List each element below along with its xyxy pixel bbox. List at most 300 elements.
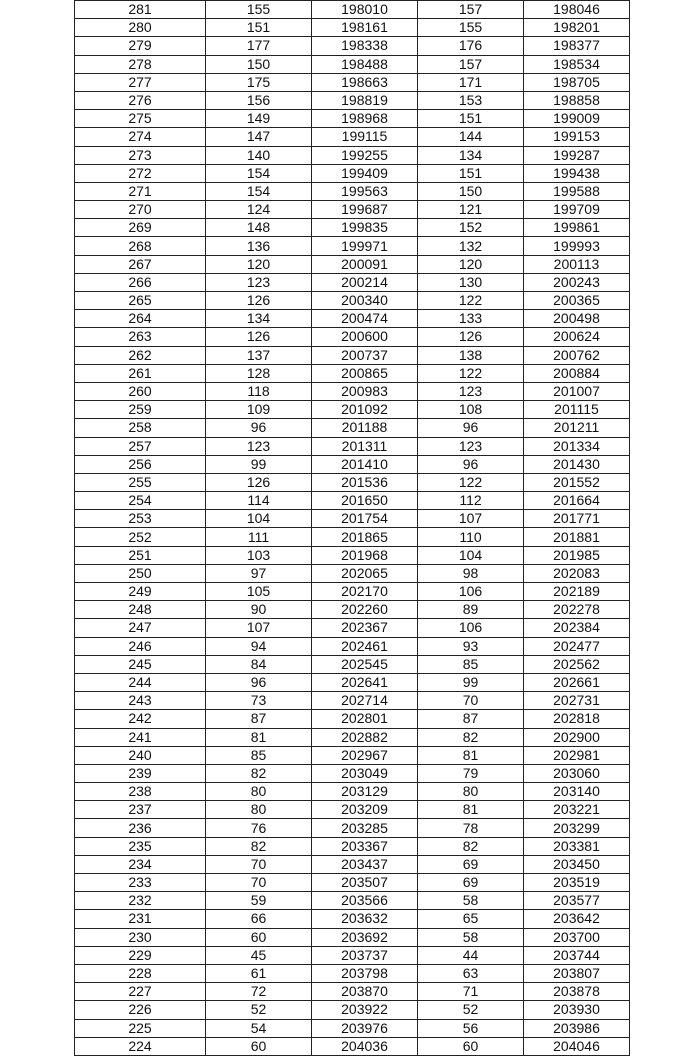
cumulative-a-cell: 200600 [312,328,418,346]
cumulative-b-cell: 203930 [524,1001,630,1019]
count-b-cell: 69 [418,874,524,892]
count-a-cell: 85 [206,746,312,764]
count-a-cell: 134 [206,310,312,328]
score-cell: 272 [75,164,206,182]
cumulative-b-cell: 201211 [524,419,630,437]
count-a-cell: 118 [206,382,312,400]
cumulative-a-cell: 201410 [312,455,418,473]
count-a-cell: 128 [206,364,312,382]
cumulative-b-cell: 198705 [524,73,630,91]
score-cell: 255 [75,473,206,491]
score-cell: 262 [75,346,206,364]
count-b-cell: 132 [418,237,524,255]
count-a-cell: 73 [206,692,312,710]
count-a-cell: 136 [206,237,312,255]
cumulative-a-cell: 201092 [312,401,418,419]
cumulative-a-cell: 199971 [312,237,418,255]
count-b-cell: 58 [418,928,524,946]
cumulative-a-cell: 200474 [312,310,418,328]
cumulative-b-cell: 203221 [524,801,630,819]
score-cell: 273 [75,146,206,164]
count-a-cell: 104 [206,510,312,528]
count-a-cell: 154 [206,164,312,182]
table-row [75,928,630,946]
table-row [75,310,630,328]
cumulative-a-cell: 203209 [312,801,418,819]
count-b-cell: 80 [418,783,524,801]
count-a-cell: 61 [206,964,312,982]
cumulative-a-cell: 202882 [312,728,418,746]
table-row [75,37,630,55]
count-b-cell: 130 [418,273,524,291]
score-cell: 239 [75,764,206,782]
cumulative-a-cell: 198338 [312,37,418,55]
cumulative-b-cell: 199438 [524,164,630,182]
cumulative-a-cell: 199255 [312,146,418,164]
cumulative-b-cell: 203986 [524,1019,630,1037]
cumulative-a-cell: 202967 [312,746,418,764]
score-cell: 257 [75,437,206,455]
score-cell: 228 [75,964,206,982]
cumulative-b-cell: 203519 [524,874,630,892]
cumulative-a-cell: 203437 [312,855,418,873]
cumulative-b-cell: 201007 [524,382,630,400]
score-cell: 229 [75,946,206,964]
cumulative-b-cell: 202981 [524,746,630,764]
table-row [75,164,630,182]
count-a-cell: 81 [206,728,312,746]
table-row [75,419,630,437]
count-a-cell: 124 [206,201,312,219]
cumulative-b-cell: 200365 [524,292,630,310]
cumulative-a-cell: 198819 [312,91,418,109]
score-cell: 232 [75,892,206,910]
count-b-cell: 52 [418,1001,524,1019]
count-b-cell: 144 [418,128,524,146]
count-a-cell: 90 [206,601,312,619]
cumulative-b-cell: 200762 [524,346,630,364]
cumulative-a-cell: 204036 [312,1037,418,1055]
count-b-cell: 81 [418,801,524,819]
count-a-cell: 109 [206,401,312,419]
count-a-cell: 76 [206,819,312,837]
cumulative-b-cell: 201985 [524,546,630,564]
cumulative-a-cell: 202367 [312,619,418,637]
cumulative-a-cell: 202260 [312,601,418,619]
count-a-cell: 177 [206,37,312,55]
cumulative-a-cell: 203566 [312,892,418,910]
cumulative-a-cell: 200340 [312,292,418,310]
cumulative-a-cell: 203737 [312,946,418,964]
count-a-cell: 137 [206,346,312,364]
score-cell: 234 [75,855,206,873]
count-a-cell: 84 [206,655,312,673]
count-a-cell: 150 [206,55,312,73]
score-cell: 264 [75,310,206,328]
cumulative-b-cell: 202278 [524,601,630,619]
score-cell: 260 [75,382,206,400]
count-b-cell: 58 [418,892,524,910]
table-row [75,746,630,764]
table-row [75,601,630,619]
count-a-cell: 96 [206,419,312,437]
cumulative-a-cell: 203049 [312,764,418,782]
cumulative-b-cell: 204046 [524,1037,630,1055]
score-cell: 270 [75,201,206,219]
cumulative-a-cell: 200091 [312,255,418,273]
cumulative-a-cell: 203976 [312,1019,418,1037]
cumulative-a-cell: 201311 [312,437,418,455]
score-cell: 240 [75,746,206,764]
table-row [75,219,630,237]
count-a-cell: 70 [206,874,312,892]
count-b-cell: 121 [418,201,524,219]
table-row [75,382,630,400]
count-a-cell: 123 [206,437,312,455]
cumulative-b-cell: 201115 [524,401,630,419]
count-a-cell: 94 [206,637,312,655]
count-b-cell: 71 [418,983,524,1001]
table-row [75,237,630,255]
cumulative-a-cell: 202545 [312,655,418,673]
count-b-cell: 152 [418,219,524,237]
count-b-cell: 82 [418,728,524,746]
count-b-cell: 96 [418,419,524,437]
score-cell: 268 [75,237,206,255]
cumulative-a-cell: 200214 [312,273,418,291]
cumulative-a-cell: 203285 [312,819,418,837]
score-cell: 254 [75,492,206,510]
count-b-cell: 60 [418,1037,524,1055]
cumulative-b-cell: 199861 [524,219,630,237]
count-a-cell: 66 [206,910,312,928]
score-cell: 279 [75,37,206,55]
cumulative-b-cell: 202900 [524,728,630,746]
count-a-cell: 70 [206,855,312,873]
table-row [75,55,630,73]
cumulative-b-cell: 200624 [524,328,630,346]
table-row [75,819,630,837]
cumulative-a-cell: 203129 [312,783,418,801]
count-b-cell: 82 [418,837,524,855]
score-cell: 241 [75,728,206,746]
table-row [75,1037,630,1055]
cumulative-a-cell: 198010 [312,1,418,19]
table-row [75,546,630,564]
count-a-cell: 148 [206,219,312,237]
count-a-cell: 96 [206,673,312,691]
table-row [75,764,630,782]
cumulative-b-cell: 201881 [524,528,630,546]
cumulative-b-cell: 201664 [524,492,630,510]
score-cell: 226 [75,1001,206,1019]
score-cell: 253 [75,510,206,528]
table-row [75,892,630,910]
score-cell: 256 [75,455,206,473]
table-row [75,983,630,1001]
cumulative-a-cell: 203870 [312,983,418,1001]
cumulative-a-cell: 200737 [312,346,418,364]
cumulative-a-cell: 202170 [312,583,418,601]
table-row [75,146,630,164]
score-cell: 259 [75,401,206,419]
count-a-cell: 99 [206,455,312,473]
count-b-cell: 104 [418,546,524,564]
cumulative-a-cell: 201188 [312,419,418,437]
count-b-cell: 110 [418,528,524,546]
count-b-cell: 78 [418,819,524,837]
cumulative-a-cell: 201650 [312,492,418,510]
count-a-cell: 126 [206,292,312,310]
table-row [75,783,630,801]
count-b-cell: 98 [418,564,524,582]
cumulative-a-cell: 199835 [312,219,418,237]
cumulative-a-cell: 200983 [312,382,418,400]
cumulative-b-cell: 203878 [524,983,630,1001]
cumulative-b-cell: 200243 [524,273,630,291]
cumulative-b-cell: 199588 [524,182,630,200]
count-b-cell: 123 [418,437,524,455]
cumulative-b-cell: 202731 [524,692,630,710]
count-b-cell: 151 [418,164,524,182]
table-row [75,19,630,37]
table-row [75,364,630,382]
cumulative-b-cell: 203642 [524,910,630,928]
score-cell: 250 [75,564,206,582]
score-cell: 266 [75,273,206,291]
table-row [75,73,630,91]
count-a-cell: 175 [206,73,312,91]
table-row [75,510,630,528]
table-row [75,801,630,819]
table-body [75,1,630,1056]
table-row [75,455,630,473]
table-row [75,473,630,491]
score-cell: 271 [75,182,206,200]
count-a-cell: 126 [206,328,312,346]
cumulative-a-cell: 199115 [312,128,418,146]
score-cell: 236 [75,819,206,837]
count-a-cell: 60 [206,928,312,946]
cumulative-b-cell: 202562 [524,655,630,673]
count-b-cell: 106 [418,619,524,637]
cumulative-b-cell: 203807 [524,964,630,982]
cumulative-b-cell: 198046 [524,1,630,19]
cumulative-b-cell: 203450 [524,855,630,873]
cumulative-b-cell: 199287 [524,146,630,164]
score-cell: 243 [75,692,206,710]
table-row [75,583,630,601]
count-a-cell: 154 [206,182,312,200]
table-row [75,528,630,546]
cumulative-a-cell: 201865 [312,528,418,546]
table-row [75,564,630,582]
score-cell: 274 [75,128,206,146]
table-row [75,910,630,928]
count-b-cell: 122 [418,292,524,310]
score-cell: 267 [75,255,206,273]
score-cell: 231 [75,910,206,928]
score-cell: 247 [75,619,206,637]
cumulative-b-cell: 198534 [524,55,630,73]
score-cell: 249 [75,583,206,601]
cumulative-a-cell: 201536 [312,473,418,491]
score-cell: 276 [75,91,206,109]
table-row [75,1,630,19]
count-b-cell: 126 [418,328,524,346]
count-b-cell: 107 [418,510,524,528]
table-row [75,837,630,855]
cumulative-b-cell: 202189 [524,583,630,601]
table-row [75,91,630,109]
count-b-cell: 79 [418,764,524,782]
count-b-cell: 69 [418,855,524,873]
cumulative-a-cell: 203922 [312,1001,418,1019]
count-b-cell: 134 [418,146,524,164]
count-a-cell: 80 [206,801,312,819]
cumulative-b-cell: 203381 [524,837,630,855]
cumulative-b-cell: 198377 [524,37,630,55]
table-row [75,110,630,128]
score-cell: 248 [75,601,206,619]
count-a-cell: 151 [206,19,312,37]
score-cell: 275 [75,110,206,128]
cumulative-a-cell: 198161 [312,19,418,37]
cumulative-b-cell: 203577 [524,892,630,910]
cumulative-b-cell: 198858 [524,91,630,109]
cumulative-b-cell: 202818 [524,710,630,728]
count-a-cell: 54 [206,1019,312,1037]
count-b-cell: 122 [418,473,524,491]
score-cell: 224 [75,1037,206,1055]
count-a-cell: 59 [206,892,312,910]
count-b-cell: 112 [418,492,524,510]
count-b-cell: 96 [418,455,524,473]
table-row [75,201,630,219]
cumulative-b-cell: 199709 [524,201,630,219]
count-b-cell: 85 [418,655,524,673]
cumulative-a-cell: 202641 [312,673,418,691]
cumulative-a-cell: 203507 [312,874,418,892]
table-row [75,673,630,691]
table-row [75,128,630,146]
count-b-cell: 63 [418,964,524,982]
cumulative-a-cell: 203692 [312,928,418,946]
cumulative-a-cell: 202714 [312,692,418,710]
count-b-cell: 176 [418,37,524,55]
table-row [75,964,630,982]
score-cell: 242 [75,710,206,728]
cumulative-a-cell: 199563 [312,182,418,200]
count-b-cell: 44 [418,946,524,964]
count-a-cell: 126 [206,473,312,491]
cumulative-a-cell: 203367 [312,837,418,855]
count-a-cell: 80 [206,783,312,801]
score-cell: 237 [75,801,206,819]
table-row [75,946,630,964]
count-a-cell: 82 [206,764,312,782]
count-b-cell: 157 [418,1,524,19]
table-row [75,692,630,710]
score-cell: 263 [75,328,206,346]
count-b-cell: 138 [418,346,524,364]
cumulative-b-cell: 199993 [524,237,630,255]
count-a-cell: 147 [206,128,312,146]
score-cell: 258 [75,419,206,437]
count-a-cell: 97 [206,564,312,582]
cumulative-b-cell: 200498 [524,310,630,328]
count-b-cell: 153 [418,91,524,109]
count-b-cell: 65 [418,910,524,928]
score-cell: 251 [75,546,206,564]
score-cell: 277 [75,73,206,91]
cumulative-a-cell: 202801 [312,710,418,728]
count-b-cell: 108 [418,401,524,419]
cumulative-b-cell: 199009 [524,110,630,128]
table-row [75,874,630,892]
table-row [75,401,630,419]
score-cell: 246 [75,637,206,655]
score-cell: 269 [75,219,206,237]
score-cell: 265 [75,292,206,310]
cumulative-b-cell: 201334 [524,437,630,455]
score-cell: 238 [75,783,206,801]
cumulative-a-cell: 198663 [312,73,418,91]
count-b-cell: 150 [418,182,524,200]
count-b-cell: 123 [418,382,524,400]
count-b-cell: 133 [418,310,524,328]
cumulative-a-cell: 202065 [312,564,418,582]
cumulative-b-cell: 201552 [524,473,630,491]
cumulative-b-cell: 203744 [524,946,630,964]
count-b-cell: 89 [418,601,524,619]
cumulative-a-cell: 201968 [312,546,418,564]
score-cell: 261 [75,364,206,382]
cumulative-a-cell: 203632 [312,910,418,928]
table-row [75,255,630,273]
count-b-cell: 56 [418,1019,524,1037]
cumulative-b-cell: 202083 [524,564,630,582]
cumulative-b-cell: 203700 [524,928,630,946]
table-row [75,728,630,746]
score-cell: 280 [75,19,206,37]
score-table-container [74,0,630,1056]
count-a-cell: 87 [206,710,312,728]
table-row [75,492,630,510]
count-b-cell: 171 [418,73,524,91]
cumulative-a-cell: 203798 [312,964,418,982]
table-row [75,619,630,637]
cumulative-b-cell: 202661 [524,673,630,691]
table-row [75,346,630,364]
score-cell: 278 [75,55,206,73]
count-a-cell: 103 [206,546,312,564]
cumulative-b-cell: 202384 [524,619,630,637]
count-a-cell: 72 [206,983,312,1001]
score-cell: 235 [75,837,206,855]
cumulative-a-cell: 200865 [312,364,418,382]
table-row [75,1019,630,1037]
cumulative-b-cell: 199153 [524,128,630,146]
count-b-cell: 122 [418,364,524,382]
cumulative-a-cell: 199687 [312,201,418,219]
cumulative-a-cell: 198968 [312,110,418,128]
count-a-cell: 149 [206,110,312,128]
count-b-cell: 81 [418,746,524,764]
count-b-cell: 151 [418,110,524,128]
table-row [75,855,630,873]
table-row [75,655,630,673]
